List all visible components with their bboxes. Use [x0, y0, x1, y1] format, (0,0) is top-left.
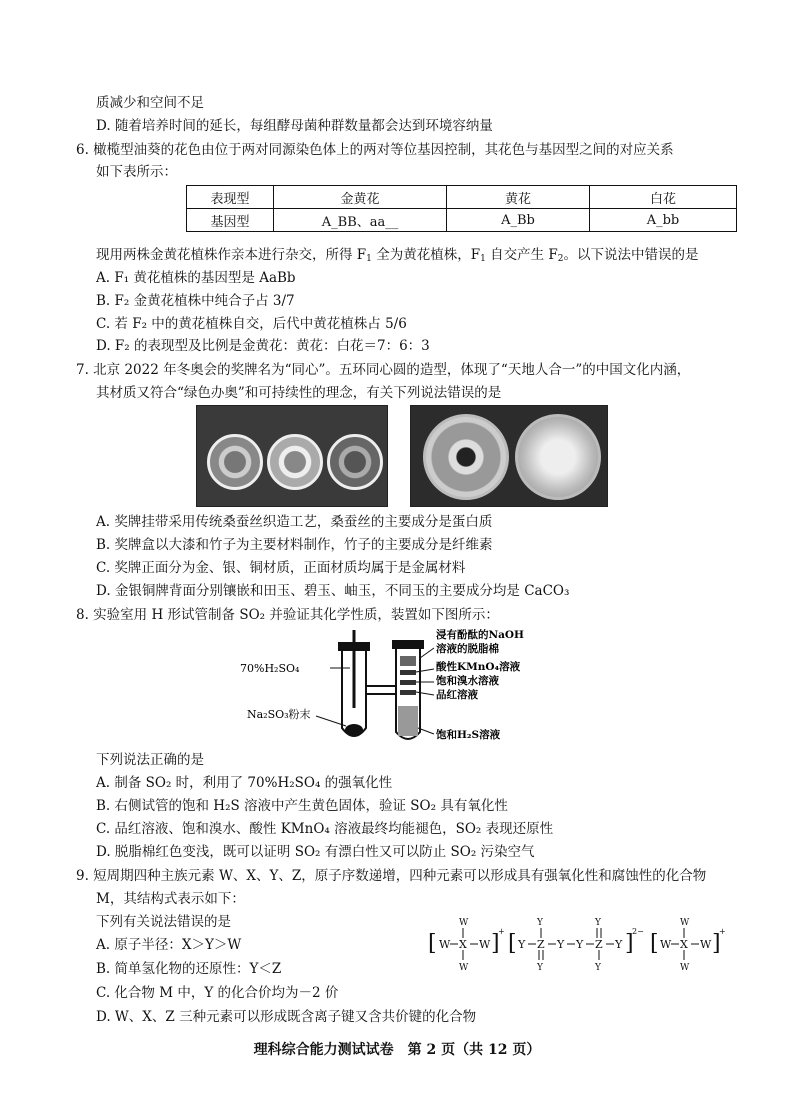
atom-x: X	[459, 938, 467, 951]
q8-option-b: B. 右侧试管的饱和 H₂S 溶液中产生黄色固体，验证 SO₂ 具有氧化性	[96, 798, 508, 814]
label-bromine: 饱和溴水溶液	[436, 675, 499, 687]
right-stopper	[392, 640, 424, 649]
q9-option-d: D. W、X、Z 三种元素可以形成既含离子键又含共价键的化合物	[96, 1009, 477, 1025]
sodium-sulfite-powder	[345, 724, 363, 736]
q7-stem-2: 其材质又符合“绿色办奥”和可持续性的理念，有关下列说法错误的是	[96, 385, 502, 401]
svg-text:W: W	[680, 963, 690, 973]
svg-text:W: W	[459, 918, 469, 928]
atom-z: Z	[537, 938, 545, 951]
q8-option-c: C. 品红溶液、饱和溴水、酸性 KMnO₄ 溶液最终均能褪色，SO₂ 表现还原性	[96, 821, 554, 837]
svg-text:W: W	[700, 938, 712, 951]
q9-stem-3: 下列有关说法错误的是	[96, 914, 231, 930]
page-footer: 理科综合能力测试试卷 第 2 页（共 12 页）	[253, 1042, 541, 1058]
q6-option-b: B. F₂ 金黄花植株中纯合子占 3/7	[96, 293, 295, 309]
pinkred-band	[400, 690, 416, 695]
table-cell: 黄花	[447, 186, 590, 209]
h-tube-apparatus	[240, 628, 550, 744]
svg-text:[: [	[650, 931, 659, 956]
table-row	[187, 186, 737, 209]
table-cell: 基因型	[187, 209, 274, 232]
svg-text:W: W	[459, 963, 469, 973]
q9-option-c: C. 化合物 M 中，Y 的化合价均为－2 价	[96, 985, 339, 1001]
table-cell: A_BB、aa__	[274, 209, 447, 232]
table-cell: A_Bb	[447, 209, 590, 232]
q6-stem-2: 如下表所示：	[96, 164, 177, 180]
q8-option-a: A. 制备 SO₂ 时，利用了 70%H₂SO₄ 的强氧化性	[96, 775, 393, 791]
medal-front-detail	[515, 414, 601, 500]
q7-stem: 7. 北京 2022 年冬奥会的奖牌名为“同心”。五环同心圆的造型，体现了“天地人合一”的中国文化内涵，	[76, 362, 691, 378]
q7-option-d: D. 金银铜牌背面分别镶嵌和田玉、碧玉、岫玉，不同玉的主要成分均是 CaCO₃	[96, 583, 570, 599]
q9-stem: 9. 短周期四种主族元素 W、X、Y、Z，原子序数递增，四种元素可以形成具有强氧化性和腐蚀性的化合物	[76, 868, 707, 884]
q9-stem-2: M，其结构式表示如下：	[96, 891, 245, 907]
q6-stem-3: 现用两株金黄花植株作亲本进行杂交，所得 $F_1$ 全为黄花植株，$F_1$ 自交产生 $F_2$。以下说法中错误的是	[96, 247, 699, 264]
q7-option-c: C. 奖牌正面分为金、银、铜材质，正面材质均属于是金属材料	[96, 560, 466, 576]
label-kmno4: 酸性KMnO₄溶液	[436, 661, 521, 673]
svg-text:W: W	[439, 938, 451, 951]
table-cell: A_bb	[590, 209, 737, 232]
svg-text:Y: Y	[576, 938, 584, 951]
silver-medal	[267, 434, 323, 490]
svg-text:X: X	[680, 938, 688, 951]
label-powder: Na₂SO₃粉末	[247, 708, 311, 721]
genotype-table	[186, 185, 737, 232]
q7-option-b: B. 奖牌盒以大漆和竹子为主要材料制作，竹子的主要成分是纤维素	[96, 537, 493, 553]
label-pinkred: 品红溶液	[436, 689, 478, 701]
text-line: 质减少和空间不足	[96, 95, 204, 111]
structure-formula-m	[428, 912, 728, 978]
h2s-solution	[398, 706, 418, 736]
svg-text:Y: Y	[537, 918, 543, 928]
svg-text:]: ]	[491, 931, 500, 956]
bronze-medal	[327, 434, 383, 490]
svg-text:[: [	[508, 931, 517, 956]
label-cotton-2: 溶液的脱脂棉	[436, 643, 499, 655]
option-d-prev: D. 随着培养时间的延长，每组酵母菌种群数量都会达到环境容纳量	[96, 118, 493, 134]
q6-option-c: C. 若 F₂ 中的黄花植株自交，后代中黄花植株占 5/6	[96, 316, 407, 332]
q8-option-d: D. 脱脂棉红色变浅，既可以证明 SO₂ 有漂白性又可以防止 SO₂ 污染空气	[96, 844, 535, 860]
svg-text:Y: Y	[518, 938, 526, 951]
svg-text:]: ]	[625, 931, 634, 956]
label-cotton-1: 浸有酚酞的NaOH	[436, 629, 524, 641]
label-h2s: 饱和H₂S溶液	[436, 729, 501, 741]
svg-text:+: +	[498, 927, 505, 936]
svg-text:]: ]	[712, 931, 721, 956]
svg-text:[: [	[428, 931, 437, 956]
svg-text:Z: Z	[595, 938, 603, 951]
table-cell: 白花	[590, 186, 737, 209]
q6-option-a: A. F₁ 黄花植株的基因型是 AaBb	[96, 270, 296, 286]
table-cell: 表现型	[187, 186, 274, 209]
q9-option-b: B. 简单氢化物的还原性：Y＜Z	[96, 961, 282, 977]
q6-stem: 6. 橄榄型油葵的花色由位于两对同源染色体上的两对等位基因控制，其花色与基因型之间的对应关系	[76, 142, 674, 158]
kmno4-band	[400, 670, 416, 675]
q7-option-a: A. 奖牌挂带采用传统桑蚕丝织造工艺，桑蚕丝的主要成分是蛋白质	[96, 514, 493, 530]
medal-back-photo	[410, 405, 608, 507]
label-acid: 70%H₂SO₄	[240, 662, 300, 675]
q9-option-a: A. 原子半径：X＞Y＞W	[96, 937, 242, 953]
cotton-plug	[400, 656, 416, 666]
medal-back	[423, 414, 509, 500]
bromine-band	[400, 680, 416, 685]
svg-text:+: +	[719, 927, 726, 936]
q6-option-d: D. F₂ 的表现型及比例是金黄花：黄花：白花＝7：6：3	[96, 338, 430, 354]
medal-front-photo	[196, 405, 388, 507]
svg-text:Y: Y	[595, 963, 601, 973]
table-row	[187, 209, 737, 232]
q8-stem-2: 下列说法正确的是	[96, 752, 204, 768]
table-cell: 金黄花	[274, 186, 447, 209]
svg-text:Y: Y	[537, 963, 543, 973]
gold-medal	[207, 434, 263, 490]
svg-text:Y: Y	[595, 918, 601, 928]
svg-text:2−: 2−	[632, 927, 644, 936]
svg-text:W: W	[680, 918, 690, 928]
svg-text:Y: Y	[557, 938, 565, 951]
svg-text:W: W	[660, 938, 672, 951]
svg-text:Y: Y	[615, 938, 623, 951]
svg-text:W: W	[479, 938, 491, 951]
q8-stem: 8. 实验室用 H 形试管制备 SO₂ 并验证其化学性质，装置如下图所示：	[76, 607, 499, 623]
